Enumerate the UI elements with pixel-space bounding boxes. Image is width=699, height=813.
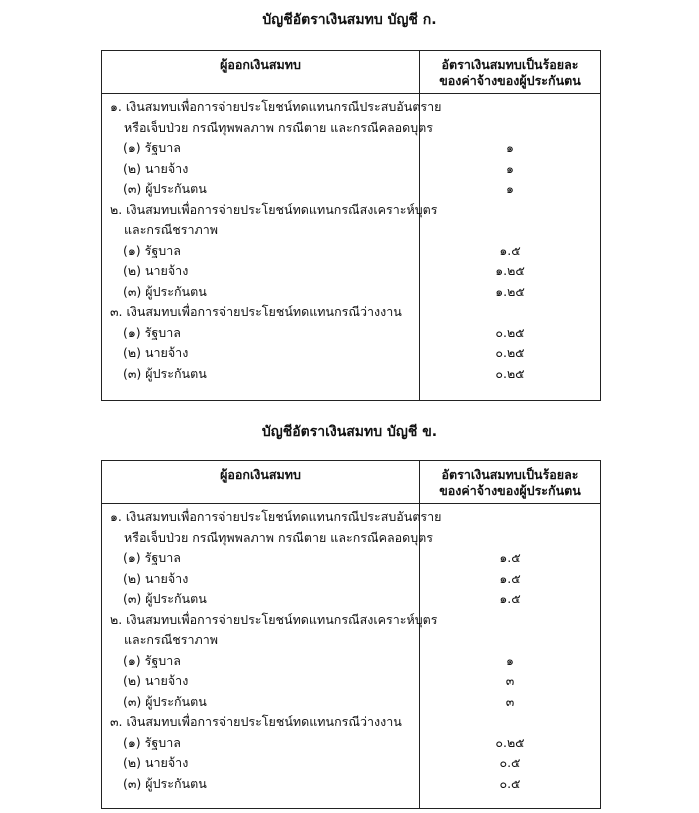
rate-spacer	[420, 630, 600, 651]
contributor-cell	[102, 94, 442, 401]
rate-header-line-2: ของค่าจ้างของผู้ประกันตน	[439, 483, 581, 498]
contributor-label: (๒) นายจ้าง	[123, 673, 189, 688]
contributor-cell	[102, 504, 442, 809]
rate-header-line-1: อัตราเงินสมทบเป็นร้อยละ	[441, 57, 579, 72]
section-heading: ๒. เงินสมทบเพื่อการจ่ายประโยชน์ทดแทนกรณีสงเคราะห์บุตร	[110, 611, 438, 627]
table-body-row	[102, 94, 601, 401]
schedule-a-table	[101, 50, 601, 401]
rate-value: ๐.๒๕	[495, 734, 525, 750]
contributor-label: (๒) นายจ้าง	[123, 570, 189, 586]
rate-value: ๑	[506, 181, 514, 196]
rate-spacer	[420, 610, 600, 631]
contributor-label: (๑) รัฐบาล	[123, 140, 181, 155]
rate-column-header	[420, 51, 601, 94]
rate-spacer	[420, 200, 600, 221]
schedule-a-title: บัญชีอัตราเงินสมทบ บัญชี ก.	[262, 12, 437, 28]
contributor-label: (๑) รัฐบาล	[123, 324, 181, 340]
rate-value: ๐.๒๕	[495, 324, 525, 340]
rate-spacer	[420, 712, 600, 733]
rate-value: ๑.๒๕	[495, 283, 525, 299]
rate-spacer	[420, 507, 600, 528]
rate-value: ๓	[505, 693, 515, 709]
rate-cell	[420, 94, 601, 401]
rate-value: ๐.๒๕	[495, 365, 525, 381]
contributor-label: (๓) ผู้ประกันตน	[123, 283, 207, 299]
section-heading: ๓. เงินสมทบเพื่อการจ่ายประโยชน์ทดแทนกรณีว่างงาน	[110, 304, 402, 319]
rate-value: ๑.๕	[499, 550, 521, 565]
contributor-label: (๓) ผู้ประกันตน	[123, 775, 207, 791]
section-heading-continued: หรือเจ็บป่วย กรณีทุพพลภาพ กรณีตาย และกรณีคลอดบุตร	[124, 529, 434, 545]
table-body-row	[102, 504, 601, 809]
contributor-label: (๒) นายจ้าง	[123, 345, 189, 360]
contributor-label: (๓) ผู้ประกันตน	[123, 365, 207, 381]
contributor-label: (๑) รัฐบาล	[123, 734, 181, 750]
rate-spacer	[420, 302, 600, 323]
section-heading: ๒. เงินสมทบเพื่อการจ่ายประโยชน์ทดแทนกรณีสงเคราะห์บุตร	[110, 201, 438, 217]
contributor-label: (๑) รัฐบาล	[123, 242, 181, 258]
contributor-column-header: ผู้ออกเงินสมทบ	[102, 461, 420, 504]
rate-header-line-1: อัตราเงินสมทบเป็นร้อยละ	[441, 467, 579, 482]
rate-header-line-2: ของค่าจ้างของผู้ประกันตน	[439, 73, 581, 88]
rate-spacer	[420, 118, 600, 139]
rate-spacer	[420, 97, 600, 118]
rate-value: ๐.๕	[499, 755, 521, 770]
rate-value: ๑.๕	[499, 591, 521, 606]
rate-spacer	[420, 528, 600, 549]
rate-value: ๑	[506, 652, 514, 668]
contributor-label: (๒) นายจ้าง	[123, 160, 189, 176]
contributor-label: (๑) รัฐบาล	[123, 652, 181, 668]
section-heading-continued: หรือเจ็บป่วย กรณีทุพพลภาพ กรณีตาย และกรณีคลอดบุตร	[124, 119, 434, 135]
rate-cell	[420, 504, 601, 809]
rate-spacer	[420, 220, 600, 241]
section-heading: ๑. เงินสมทบเพื่อการจ่ายประโยชน์ทดแทนกรณีประสบอันตราย	[110, 99, 442, 114]
rate-value: ๑.๕	[499, 570, 521, 586]
rate-value: ๑	[506, 140, 514, 155]
contributor-label: (๓) ผู้ประกันตน	[123, 693, 207, 709]
contributor-label: (๓) ผู้ประกันตน	[123, 591, 207, 606]
rate-value: ๑.๒๕	[495, 263, 525, 278]
section-heading: ๑. เงินสมทบเพื่อการจ่ายประโยชน์ทดแทนกรณีประสบอันตราย	[110, 509, 442, 524]
contributor-label: (๒) นายจ้าง	[123, 263, 189, 278]
contributor-label: (๑) รัฐบาล	[123, 550, 181, 565]
section-heading-continued: และกรณีชราภาพ	[124, 222, 219, 237]
rate-value: ๑.๕	[499, 242, 521, 258]
rate-value: ๓	[505, 673, 515, 688]
table-header-row	[102, 51, 601, 94]
contributor-label: (๓) ผู้ประกันตน	[123, 181, 207, 196]
contributor-column-header: ผู้ออกเงินสมทบ	[102, 51, 420, 94]
table-header-row	[102, 461, 601, 504]
schedule-b-table	[101, 460, 601, 809]
rate-value: ๐.๕	[499, 775, 521, 791]
section-heading: ๓. เงินสมทบเพื่อการจ่ายประโยชน์ทดแทนกรณีว่างงาน	[110, 714, 402, 729]
schedule-b-title: บัญชีอัตราเงินสมทบ บัญชี ข.	[261, 424, 438, 440]
rate-column-header	[420, 461, 601, 504]
section-heading-continued: และกรณีชราภาพ	[124, 632, 219, 647]
contributor-label: (๒) นายจ้าง	[123, 755, 189, 770]
rate-value: ๐.๒๕	[495, 345, 525, 360]
rate-value: ๑	[506, 160, 514, 176]
